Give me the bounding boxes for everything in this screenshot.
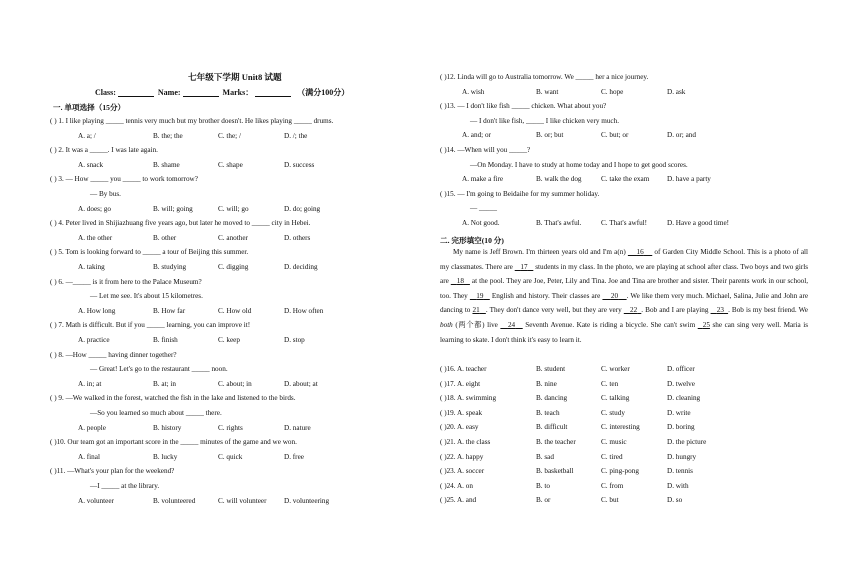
cloze-option-d[interactable]: D. so: [667, 496, 683, 505]
answer-option[interactable]: D. do; going: [284, 204, 321, 213]
blank-19: 19: [476, 291, 484, 300]
cloze-option-d[interactable]: D. hungry: [667, 452, 697, 461]
answer-option[interactable]: C. about; in: [218, 379, 252, 388]
question-subline: — Let me see. It's about 15 kilometres.: [90, 292, 203, 301]
answer-option[interactable]: D. free: [284, 452, 304, 461]
cloze-option-a[interactable]: ( )20. A. easy: [440, 423, 479, 432]
answer-option[interactable]: D. ask: [667, 87, 686, 96]
passage-text: at the pool. They are Joe, Peter, Lily and Tina. Joe and Tina are brother and sister. Their parents work in our school, too. They: [440, 277, 809, 300]
marks-label: Marks：: [222, 88, 254, 97]
answer-option[interactable]: A. practice: [78, 336, 110, 344]
question-stem: ( )10. Our team got an important score in the _____ minutes of the game and we won.: [50, 438, 297, 447]
answer-option[interactable]: A. make a fire: [462, 175, 504, 184]
cloze-option-b[interactable]: B. student: [536, 365, 566, 373]
cloze-option-c[interactable]: C. ping-pong: [601, 467, 639, 476]
answer-option[interactable]: D. nature: [284, 423, 311, 432]
blank-20: 20: [610, 291, 619, 300]
cloze-option-b[interactable]: B. or: [536, 496, 551, 505]
passage-text: . Bob is my best friend. We: [728, 306, 808, 315]
cloze-option-c[interactable]: C. music: [601, 438, 627, 446]
cloze-option-d[interactable]: D. cleaning: [667, 394, 701, 403]
question-stem: ( ) 7. Math is difficult. But if you _____ learning, you can improve it!: [50, 321, 251, 330]
name-field[interactable]: [183, 88, 219, 97]
cloze-option-d[interactable]: D. write: [667, 408, 691, 417]
answer-option[interactable]: A. wish: [462, 87, 485, 96]
name-label: Name:: [157, 88, 181, 97]
cloze-option-b[interactable]: B. dancing: [536, 394, 568, 403]
question-subline: — I don't like fish, _____ I like chicken very much.: [470, 116, 620, 125]
cloze-option-d[interactable]: D. with: [667, 481, 689, 490]
question-subline: — Great! Let's go to the restaurant _____ noon.: [90, 365, 228, 374]
answer-option[interactable]: C. That's awful!: [601, 219, 648, 227]
passage-text: . We like them very much. Michael, Salina, Julie and John are dancing to: [440, 291, 809, 315]
cloze-option-b[interactable]: B. sad: [536, 452, 554, 461]
cloze-option-b[interactable]: B. basketball: [536, 467, 574, 476]
cloze-option-a[interactable]: ( )18. A. swimming: [440, 394, 497, 403]
answer-option[interactable]: B. volunteered: [153, 496, 196, 505]
answer-option[interactable]: D. others: [284, 233, 311, 242]
answer-option[interactable]: A. people: [78, 423, 106, 432]
answer-option[interactable]: C. keep: [218, 336, 240, 344]
total-score: （满分100分）: [297, 88, 350, 97]
question-stem: ( ) 3. — How _____ you _____ to work tomorrow?: [50, 175, 198, 184]
answer-option[interactable]: A. How long: [78, 306, 116, 315]
answer-option[interactable]: D. volunteering: [284, 496, 330, 505]
question-subline: — _____: [470, 204, 497, 213]
answer-option[interactable]: C. rights: [218, 423, 243, 432]
answer-option[interactable]: C. take the exam: [601, 175, 650, 184]
answer-option[interactable]: A. taking: [78, 263, 105, 271]
answer-option[interactable]: B. want: [536, 87, 559, 96]
passage-text: . Bob and I are playing: [641, 306, 709, 315]
question-stem: ( ) 4. Peter lived in Shijiazhuang five years ago, but later he moved to _____ city in Hebei.: [50, 219, 311, 228]
passage-text: . They don't dance very well, but they are very: [485, 306, 622, 315]
passage-text: students in my class. In the photo, we are playing at school after class. Two boys and two girls are: [440, 262, 809, 286]
cloze-option-c[interactable]: C. from: [601, 481, 624, 490]
page-title: 七年级下学期 Unit8 试题: [188, 72, 282, 82]
question-stem: ( )12. Linda will go to Australia tomorrow. We _____ her a nice journey.: [440, 73, 649, 81]
cloze-option-b[interactable]: B. to: [536, 481, 550, 490]
blank-24: 24: [507, 320, 516, 329]
cloze-option-b[interactable]: B. the teacher: [536, 438, 576, 446]
question-stem: ( ) 8. —How _____ having dinner together?: [50, 350, 177, 359]
question-stem: ( ) 9. —We walked in the forest, watched the fish in the lake and listened to the birds.: [50, 394, 296, 403]
question-subline: —I _____ at the library.: [90, 482, 160, 490]
answer-option[interactable]: A. does; go: [78, 204, 111, 213]
section2-title: 二. 完形填空(10 分): [440, 236, 504, 245]
answer-option[interactable]: D. deciding: [284, 263, 318, 271]
blank-17: 17: [520, 262, 528, 271]
cloze-option-b[interactable]: B. difficult: [536, 423, 568, 432]
passage-text: My name is Jeff Brown. I'm thirteen years old and I'm a(n): [453, 248, 626, 256]
cloze-option-d[interactable]: D. boring: [667, 423, 695, 432]
answer-option[interactable]: D. Have a good time!: [667, 219, 730, 227]
question-stem: ( )13. — I don't like fish _____ chicken. What about you?: [440, 102, 607, 111]
answer-option[interactable]: C. another: [218, 233, 248, 242]
answer-option[interactable]: D. How often: [284, 306, 324, 315]
cloze-option-a[interactable]: ( )19. A. speak: [440, 408, 483, 417]
answer-option[interactable]: D. stop: [284, 336, 305, 344]
blank-23: 23: [716, 306, 724, 315]
question-subline: —So you learned so much about _____ there.: [90, 409, 222, 417]
question-subline: —On Monday. I have to study at home today and I hope to get good scores.: [470, 160, 688, 169]
passage-text: of Garden City Middle School. This is a photo of all my classmates. There are: [440, 248, 809, 271]
answer-option[interactable]: B. How far: [153, 306, 186, 315]
passage-text: English and history. Their classes are: [491, 291, 601, 300]
question-stem: ( )11. —What's your plan for the weekend?: [50, 467, 175, 476]
question-stem: ( ) 6. —_____ is it from here to the Palace Museum?: [50, 277, 202, 286]
cloze-option-b[interactable]: B. teach: [536, 408, 560, 417]
answer-option[interactable]: C. will; go: [218, 204, 249, 213]
answer-option[interactable]: C. the; /: [218, 131, 241, 140]
question-stem: ( ) 1. I like playing _____ tennis very much but my brother doesn't. He likes playing _____ drums.: [50, 117, 334, 125]
class-field[interactable]: [118, 88, 154, 97]
blank-22: 22: [629, 306, 638, 315]
answer-option[interactable]: D. /; the: [284, 131, 308, 140]
answer-option[interactable]: D. or; and: [667, 131, 696, 140]
passage-text: she can sing very well. Maria is learning to skate. I don't think it's easy to learn it.: [440, 320, 809, 344]
blank-16: 16: [636, 248, 644, 256]
section1-title: 一. 单项选择（15分）: [53, 103, 126, 112]
answer-option[interactable]: B. walk the dog: [536, 175, 582, 184]
answer-option[interactable]: B. at; in: [153, 379, 176, 388]
question-stem: ( ) 5. Tom is looking forward to _____ a tour of Beijing this summer.: [50, 248, 249, 257]
answer-option[interactable]: B. will; going: [153, 204, 193, 213]
answer-option[interactable]: A. final: [78, 452, 100, 461]
exam-header: [95, 88, 349, 97]
cloze-option-c[interactable]: C. talking: [601, 394, 630, 403]
answer-option[interactable]: A. a; /: [78, 131, 96, 140]
answer-option[interactable]: A. volunteer: [78, 496, 114, 505]
cloze-option-c[interactable]: C. worker: [601, 365, 630, 373]
answer-option[interactable]: A. Not good.: [462, 219, 500, 227]
cloze-passage: [440, 245, 808, 347]
answer-option[interactable]: B. or; but: [536, 131, 564, 140]
answer-option[interactable]: B. lucky: [153, 452, 178, 461]
cloze-option-c[interactable]: C. tired: [601, 452, 623, 461]
cloze-option-a[interactable]: ( )23. A. soccer: [440, 467, 485, 476]
cloze-option-a[interactable]: ( )21. A. the class: [440, 438, 491, 446]
cloze-option-c[interactable]: C. but: [601, 496, 619, 505]
answer-option[interactable]: B. history: [153, 423, 182, 432]
answer-option[interactable]: A. the other: [78, 233, 113, 242]
cloze-option-a[interactable]: ( )25. A. and: [440, 496, 477, 505]
answer-option[interactable]: C. shape: [218, 160, 243, 169]
blank-25: 25: [702, 320, 710, 329]
answer-option[interactable]: B. studying: [153, 263, 187, 271]
answer-option[interactable]: A. snack: [78, 160, 104, 169]
answer-option[interactable]: B. the; the: [153, 131, 183, 140]
blank-21: 21: [472, 306, 480, 315]
answer-option[interactable]: C. will volunteer: [218, 496, 267, 505]
cloze-option-a[interactable]: ( )17. A. eight: [440, 379, 481, 388]
question-stem: ( )15. — I'm going to Beidaihe for my summer holiday.: [440, 189, 600, 198]
passage-text: (两个都) live: [455, 320, 498, 329]
question-stem: ( ) 2. It was a _____. I was late again.: [50, 146, 158, 155]
answer-option[interactable]: B. finish: [153, 336, 178, 344]
answer-option[interactable]: B. shame: [153, 160, 180, 169]
question-stem: ( )14. —When will you _____?: [440, 146, 531, 154]
answer-option[interactable]: D. about; at: [284, 379, 318, 388]
cloze-option-a[interactable]: ( )24. A. on: [440, 481, 473, 490]
answer-option[interactable]: C. How old: [218, 306, 252, 315]
passage-text: Seventh Avenue. Kate is riding a bicycle. She can't swim: [525, 320, 696, 329]
answer-option[interactable]: D. have a party: [667, 175, 711, 184]
answer-option[interactable]: A. and; or: [462, 131, 491, 140]
cloze-option-d[interactable]: D. the picture: [667, 438, 707, 446]
marks-field[interactable]: [255, 88, 291, 97]
class-label: Class:: [95, 88, 116, 97]
answer-option[interactable]: B. other: [153, 233, 177, 242]
cloze-option-a[interactable]: ( )22. A. happy: [440, 452, 484, 461]
cloze-option-d[interactable]: D. officer: [667, 365, 695, 373]
question-subline: — By bus.: [90, 190, 121, 198]
cloze-option-a[interactable]: ( )16. A. teacher: [440, 365, 487, 373]
answer-option[interactable]: D. success: [284, 160, 315, 169]
answer-option[interactable]: C. quick: [218, 452, 243, 461]
cloze-option-c[interactable]: C. ten: [601, 379, 619, 388]
cloze-option-c[interactable]: C. study: [601, 408, 625, 417]
answer-option[interactable]: A. in; at: [78, 379, 102, 388]
answer-option[interactable]: C. hope: [601, 87, 624, 96]
cloze-option-d[interactable]: D. tennis: [667, 467, 693, 476]
italic-word: both: [440, 320, 453, 329]
answer-option[interactable]: C. but; or: [601, 131, 629, 140]
cloze-option-d[interactable]: D. twelve: [667, 379, 695, 388]
answer-option[interactable]: B. That's awful.: [536, 219, 582, 227]
answer-option[interactable]: C. digging: [218, 263, 249, 271]
cloze-option-c[interactable]: C. interesting: [601, 423, 640, 432]
cloze-option-b[interactable]: B. nine: [536, 379, 557, 388]
blank-18: 18: [456, 277, 464, 286]
